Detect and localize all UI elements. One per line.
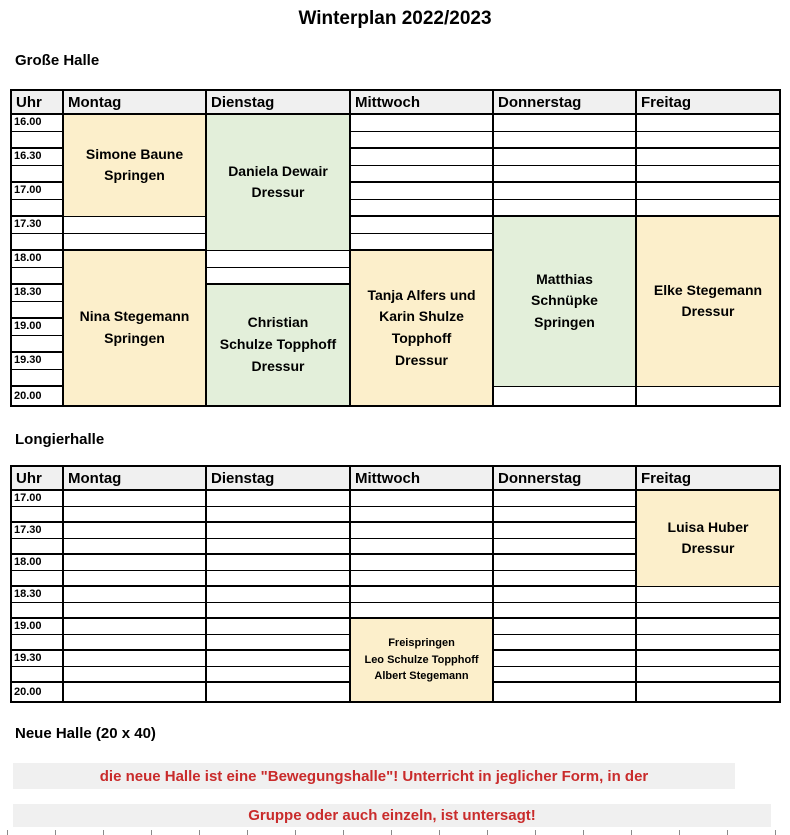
empty-slot <box>350 602 493 618</box>
column-header-freitag: Freitag <box>636 466 780 490</box>
time-cell: 19.00 <box>11 318 63 335</box>
empty-slot <box>350 216 493 233</box>
time-cell: 20.00 <box>11 386 63 406</box>
empty-slot <box>206 650 350 666</box>
empty-slot <box>350 199 493 216</box>
event-christian-schulze-topphoff: Christian Schulze Topphoff Dressur <box>206 284 350 406</box>
empty-slot <box>493 554 636 570</box>
empty-slot <box>63 666 206 682</box>
empty-slot <box>63 233 206 250</box>
empty-slot <box>206 250 350 267</box>
empty-slot <box>350 182 493 199</box>
time-cell: 19.30 <box>11 352 63 369</box>
empty-slot <box>493 490 636 506</box>
warning-line-1: die neue Halle ist eine "Bewegungshalle"! Unterricht in jeglicher Form, in der <box>99 767 649 785</box>
column-header-donnerstag: Donnerstag <box>493 90 636 114</box>
event-luisa-huber: Luisa Huber Dressur <box>636 490 780 586</box>
empty-slot <box>493 114 636 131</box>
time-cell: 18.30 <box>11 586 63 602</box>
empty-slot <box>493 570 636 586</box>
header-row <box>11 90 780 114</box>
time-cell: 19.30 <box>11 650 63 666</box>
column-header-mittwoch: Mittwoch <box>350 90 493 114</box>
time-cell <box>11 506 63 522</box>
grosse-halle-schedule-table <box>10 89 781 407</box>
empty-slot <box>350 554 493 570</box>
empty-slot <box>206 267 350 284</box>
empty-slot <box>636 586 780 602</box>
empty-slot <box>63 570 206 586</box>
empty-slot <box>206 682 350 702</box>
empty-slot <box>206 570 350 586</box>
time-cell: 18.00 <box>11 250 63 267</box>
empty-slot <box>350 490 493 506</box>
empty-slot <box>350 233 493 250</box>
empty-slot <box>206 602 350 618</box>
empty-slot <box>636 618 780 634</box>
event-matthias-schnuepke: Matthias Schnüpke Springen <box>493 216 636 386</box>
time-cell: 16.30 <box>11 148 63 165</box>
warning-band-1 <box>13 763 735 789</box>
time-cell <box>11 570 63 586</box>
time-cell: 17.30 <box>11 216 63 233</box>
empty-slot <box>636 148 780 165</box>
time-cell <box>11 538 63 554</box>
event-simone-baune: Simone Baune Springen <box>63 114 206 216</box>
column-header-donnerstag: Donnerstag <box>493 466 636 490</box>
empty-slot <box>493 666 636 682</box>
empty-slot <box>636 165 780 182</box>
column-header-uhr: Uhr <box>11 466 63 490</box>
time-cell: 17.00 <box>11 490 63 506</box>
empty-slot <box>206 538 350 554</box>
empty-slot <box>493 506 636 522</box>
empty-slot <box>206 618 350 634</box>
empty-slot <box>493 386 636 406</box>
warning-band-2 <box>13 804 771 827</box>
empty-slot <box>63 634 206 650</box>
section-title: Neue Halle (20 x 40) <box>15 725 156 742</box>
empty-slot <box>63 554 206 570</box>
event-daniela-dewair: Daniela Dewair Dressur <box>206 114 350 250</box>
empty-slot <box>493 634 636 650</box>
empty-slot <box>350 148 493 165</box>
empty-slot <box>63 506 206 522</box>
section-header-longierhalle <box>10 427 777 452</box>
empty-slot <box>493 182 636 199</box>
empty-slot <box>206 522 350 538</box>
empty-slot <box>63 618 206 634</box>
warning-line-2: Gruppe oder auch einzeln, ist untersagt! <box>248 807 536 824</box>
event-tanja-karin: Tanja Alfers und Karin Shulze Topphoff Dressur <box>350 250 493 406</box>
empty-slot <box>206 490 350 506</box>
empty-slot <box>636 182 780 199</box>
column-header-dienstag: Dienstag <box>206 466 350 490</box>
empty-slot <box>350 165 493 182</box>
empty-slot <box>493 602 636 618</box>
event-elke-stegemann: Elke Stegemann Dressur <box>636 216 780 386</box>
empty-slot <box>636 602 780 618</box>
empty-slot <box>636 634 780 650</box>
empty-slot <box>206 634 350 650</box>
time-cell <box>11 233 63 250</box>
empty-slot <box>636 666 780 682</box>
section-title: Longierhalle <box>15 431 105 448</box>
empty-slot <box>493 682 636 702</box>
empty-slot <box>63 490 206 506</box>
empty-slot <box>350 538 493 554</box>
time-cell <box>11 165 63 182</box>
time-cell: 19.00 <box>11 618 63 634</box>
section-title: Große Halle <box>15 52 100 69</box>
empty-slot <box>493 165 636 182</box>
time-cell <box>11 602 63 618</box>
empty-slot <box>63 650 206 666</box>
empty-slot <box>636 682 780 702</box>
empty-slot <box>350 114 493 131</box>
empty-slot <box>636 650 780 666</box>
empty-slot <box>493 148 636 165</box>
time-cell <box>11 666 63 682</box>
empty-slot <box>636 386 780 406</box>
empty-slot <box>206 666 350 682</box>
event-freispringen: Freispringen Leo Schulze Topphoff Albert Stegemann <box>350 618 493 702</box>
empty-slot <box>206 586 350 602</box>
time-cell: 16.00 <box>11 114 63 131</box>
empty-slot <box>350 522 493 538</box>
empty-slot <box>636 114 780 131</box>
time-cell: 17.00 <box>11 182 63 199</box>
column-header-montag: Montag <box>63 90 206 114</box>
time-cell: 17.30 <box>11 522 63 538</box>
empty-slot <box>493 131 636 148</box>
time-cell <box>11 369 63 386</box>
next-table-column-ticks <box>7 830 779 835</box>
time-cell <box>11 267 63 284</box>
empty-slot <box>350 586 493 602</box>
empty-slot <box>63 586 206 602</box>
time-cell <box>11 199 63 216</box>
column-header-mittwoch: Mittwoch <box>350 466 493 490</box>
page-title: Winterplan 2022/2023 <box>298 8 492 29</box>
column-header-montag: Montag <box>63 466 206 490</box>
empty-slot <box>63 538 206 554</box>
time-cell: 20.00 <box>11 682 63 702</box>
time-cell <box>11 301 63 318</box>
empty-slot <box>63 216 206 233</box>
column-header-uhr: Uhr <box>11 90 63 114</box>
empty-slot <box>636 131 780 148</box>
empty-slot <box>63 682 206 702</box>
time-cell: 18.30 <box>11 284 63 301</box>
longierhalle-schedule-table <box>10 465 781 703</box>
empty-slot <box>493 538 636 554</box>
empty-slot <box>206 554 350 570</box>
empty-slot <box>63 602 206 618</box>
empty-slot <box>63 522 206 538</box>
empty-slot <box>350 570 493 586</box>
empty-slot <box>350 131 493 148</box>
time-cell <box>11 131 63 148</box>
column-header-dienstag: Dienstag <box>206 90 350 114</box>
time-cell: 18.00 <box>11 554 63 570</box>
column-header-freitag: Freitag <box>636 90 780 114</box>
empty-slot <box>493 650 636 666</box>
header-row <box>11 466 780 490</box>
empty-slot <box>636 199 780 216</box>
empty-slot <box>206 506 350 522</box>
section-header-neue-halle <box>10 721 777 746</box>
time-cell <box>11 335 63 352</box>
event-nina-stegemann: Nina Stegemann Springen <box>63 250 206 406</box>
section-header-grosse-halle <box>10 48 777 73</box>
empty-slot <box>493 522 636 538</box>
empty-slot <box>493 586 636 602</box>
empty-slot <box>350 506 493 522</box>
empty-slot <box>493 618 636 634</box>
time-cell <box>11 634 63 650</box>
empty-slot <box>493 199 636 216</box>
